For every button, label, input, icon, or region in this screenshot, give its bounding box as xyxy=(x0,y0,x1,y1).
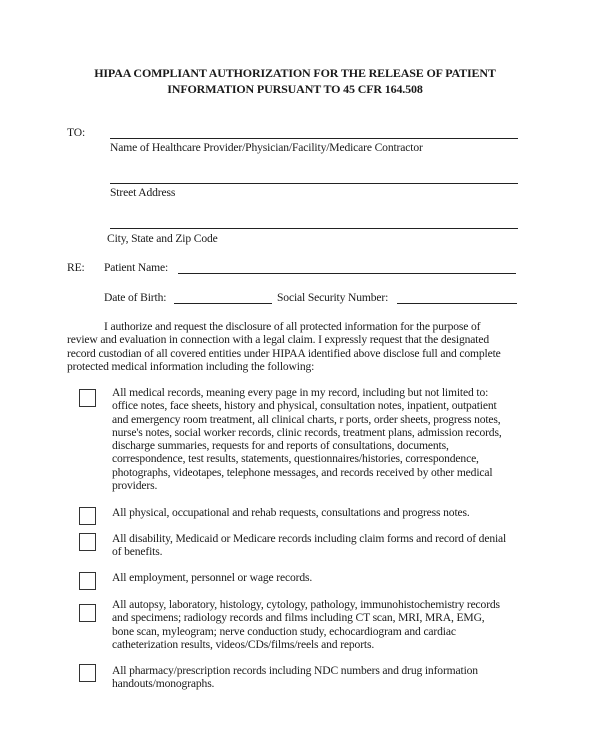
item-line: handouts/monographs. xyxy=(112,677,215,691)
item-employment-records xyxy=(112,571,312,584)
patient-name-field[interactable] xyxy=(178,273,516,274)
item-line: All pharmacy/prescription records including NDC numbers and drug information xyxy=(112,664,478,677)
checkbox-medical-records[interactable] xyxy=(79,389,96,407)
paragraph-line: protected medical information including the following: xyxy=(67,359,315,373)
ssn-label: Social Security Number: xyxy=(277,291,389,304)
dob-field[interactable] xyxy=(174,303,272,304)
form-title-line-2: INFORMATION PURSUANT TO 45 CFR 164.508 xyxy=(167,82,423,96)
item-line: bone scan, myleogram; nerve conduction study, echocardiogram and cardiac xyxy=(112,624,456,638)
paragraph-line: record custodian of all covered entities under HIPAA identified above disclose full and complete xyxy=(67,346,501,360)
paragraph-line: I authorize and request the disclosure of all protected information for the purpose of xyxy=(104,320,481,333)
item-line: and emergency room treatment, all clinical charts, r ports, order sheets, progress notes, xyxy=(112,412,501,426)
item-line: catheterization results, videos/CDs/films/reels and reports. xyxy=(112,637,375,651)
dob-label: Date of Birth: xyxy=(104,291,167,304)
item-autopsy-laboratory-records xyxy=(112,598,500,651)
provider-name-caption: Name of Healthcare Provider/Physician/Facility/Medicare Contractor xyxy=(110,141,423,154)
form-title-line-1: HIPAA COMPLIANT AUTHORIZATION FOR THE RELEASE OF PATIENT xyxy=(94,66,496,80)
item-line: All medical records, meaning every page in my record, including but not limited to: xyxy=(112,386,489,399)
checkbox-rehab-records[interactable] xyxy=(79,507,96,525)
item-line: and specimens; radiology records and films including CT scan, MRI, MRA, EMG, xyxy=(112,611,485,625)
item-line: photographs, videotapes, telephone messages, and records received by other medical xyxy=(112,465,493,479)
item-line: correspondence, test results, statements, questionnaires/histories, correspondence, xyxy=(112,452,479,466)
checkbox-pharmacy-records[interactable] xyxy=(79,664,96,682)
item-pharmacy-records xyxy=(112,664,478,691)
street-address-caption: Street Address xyxy=(110,186,176,199)
city-state-zip-caption: City, State and Zip Code xyxy=(107,232,218,245)
checkbox-disability-records[interactable] xyxy=(79,533,96,551)
provider-name-field[interactable] xyxy=(110,138,518,139)
checkbox-employment-records[interactable] xyxy=(79,572,96,590)
to-label: TO: xyxy=(67,126,86,139)
checkbox-autopsy-laboratory-records[interactable] xyxy=(79,604,96,622)
authorization-paragraph xyxy=(67,320,501,373)
street-address-field[interactable] xyxy=(110,183,518,184)
item-line: All physical, occupational and rehab requests, consultations and progress notes. xyxy=(112,506,470,519)
city-state-zip-field[interactable] xyxy=(110,228,518,229)
paragraph-line: review and evaluation in connection with a legal claim. I expressly request that the designated xyxy=(67,333,489,347)
item-rehab-records xyxy=(112,506,470,519)
item-medical-records xyxy=(112,386,502,492)
item-line: office notes, face sheets, history and physical, consultation notes, inpatient, outpatient xyxy=(112,399,497,413)
patient-name-label: Patient Name: xyxy=(104,261,169,274)
item-line: of benefits. xyxy=(112,545,163,559)
item-line: providers. xyxy=(112,479,158,493)
item-line: nurse's notes, social worker records, clinic records, treatment plans, admission records, xyxy=(112,425,502,439)
re-label: RE: xyxy=(67,261,85,274)
ssn-field[interactable] xyxy=(397,303,517,304)
item-line: All employment, personnel or wage records. xyxy=(112,571,313,584)
item-line: discharge summaries, requests for and reports of consultations, documents, xyxy=(112,439,449,453)
item-disability-records xyxy=(112,532,506,559)
item-line: All disability, Medicaid or Medicare records including claim forms and record of denial xyxy=(112,532,507,545)
item-line: All autopsy, laboratory, histology, cytology, pathology, immunohistochemistry records xyxy=(112,598,500,611)
